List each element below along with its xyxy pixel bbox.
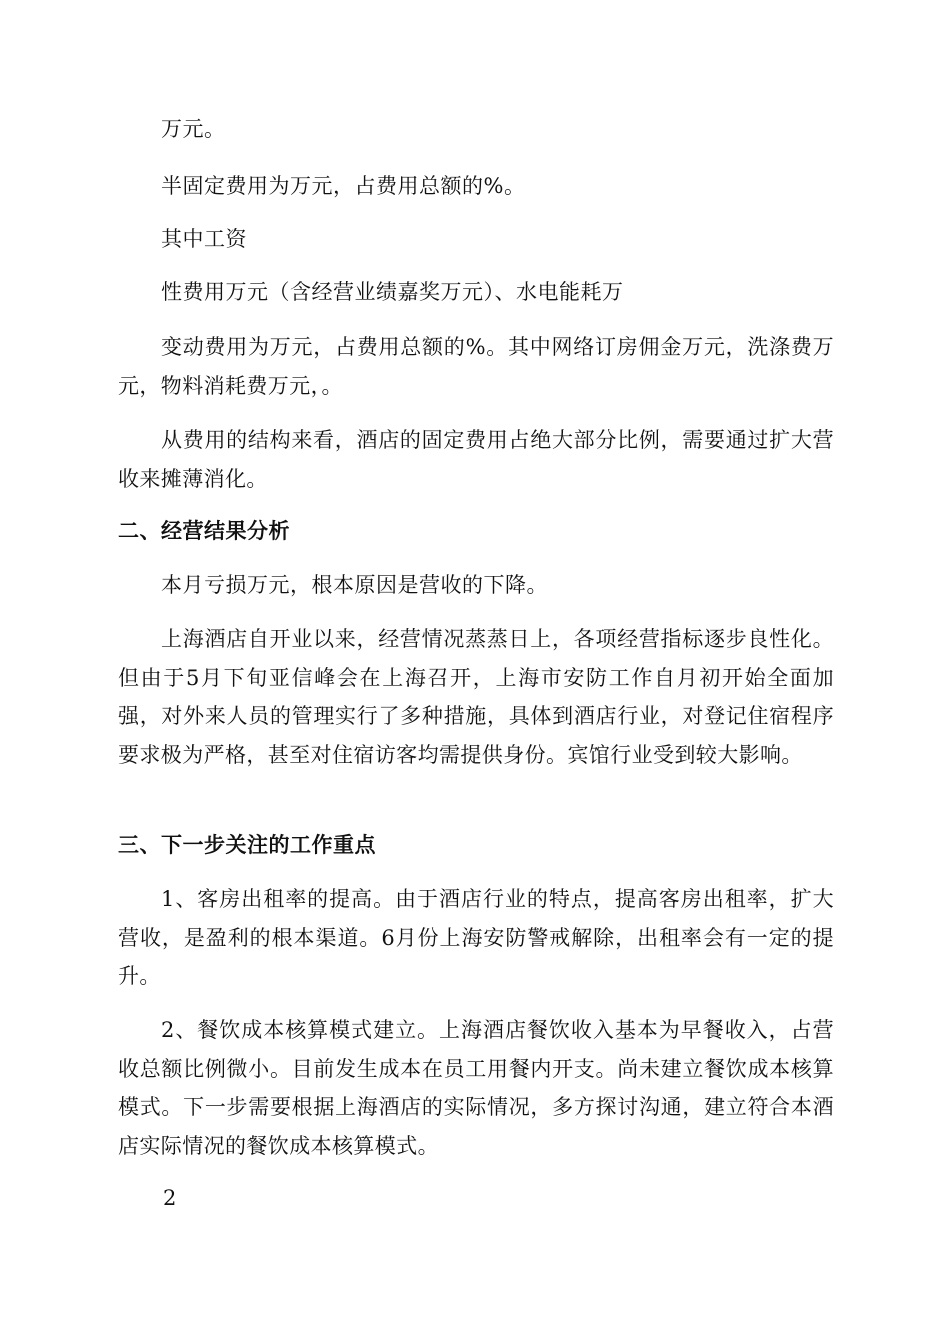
text-line-fee-detail: 性费用万元（含经营业绩嘉奖万元）、水电能耗万 <box>161 280 624 304</box>
section-heading-next-steps: 三、下一步关注的工作重点 <box>118 833 376 857</box>
section-heading-results: 二、经营结果分析 <box>118 519 290 543</box>
paragraph-cost-structure: 从费用的结构来看，酒店的固定费用占绝大部分比例，需要通过扩大营收来摊薄消化。 <box>118 428 834 491</box>
paragraph-variable-cost: 变动费用为万元，占费用总额的%。其中网络订房佣金万元，洗涤费万元，物料消耗费万元，。 <box>118 335 834 398</box>
list-item-catering-cost: 2、餐饮成本核算模式建立。上海酒店餐饮收入基本为早餐收入，占营收总额比例微小。目前发生成本在员工用餐内开支。尚未建立餐饮成本核算模式。下一步需要根据上海酒店的实际情况，多方探讨沟通，建立符合本酒店实际情况的餐饮成本核算模式。 <box>118 1018 834 1158</box>
text-line-wanyuan: 万元。 <box>161 117 226 141</box>
paragraph-background: 上海酒店自开业以来，经营情况蒸蒸日上，各项经营指标逐步良性化。但由于5月下旬亚信峰会在上海召开，上海市安防工作自月初开始全面加强，对外来人员的管理实行了多种措施，具体到酒店行业，对登记住宿程序要求极为严格，甚至对住宿访客均需提供身份。宾馆行业受到较大影响。 <box>118 627 834 767</box>
list-item-occupancy: 1、客房出租率的提高。由于酒店行业的特点，提高客房出租率，扩大营收，是盈利的根本渠道。6月份上海安防警戒解除，出租率会有一定的提升。 <box>118 887 834 988</box>
paragraph-monthly-loss: 本月亏损万元，根本原因是营收的下降。 <box>161 573 548 597</box>
text-line-salary: 其中工资 <box>161 227 247 251</box>
page-number: 2 <box>163 1186 177 1210</box>
text-line-semi-fixed-cost: 半固定费用为万元，占费用总额的%。 <box>161 174 526 198</box>
